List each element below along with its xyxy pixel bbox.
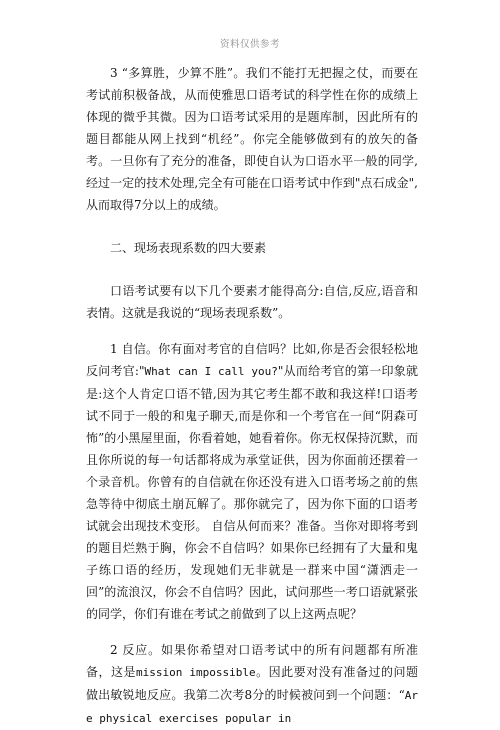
reaction-text-start: 2 反应。如果你希望对口语考试中的所有问题都有所准备，这是 — [86, 643, 418, 679]
header-note: 资料仅供参考 — [219, 39, 280, 50]
reaction-english-phrase: mission impossible — [135, 666, 256, 679]
paragraph-four-factors: 口语考试要有以下几个要素才能得高分:自信,反应,语音和表情。这就是我说的“现场表现系数”。 — [86, 284, 418, 320]
paragraph-confidence — [86, 338, 418, 625]
paragraph-preparation: 3 “多算胜，少算不胜”。我们不能打无把握之仗，而要在考试前积极备战，从而使雅思口语考试的科学性在你的成绩上体现的微乎其微。因为口语考试采用的是题库制，因此所有的题目都能从网上找到“机经”。你完全能够做到有的放矢的备考。一旦你有了充分的准备，即使自认为口语水平一般的同学,经过一定的技术处理,完全有可能在口语考试中作到"点石成金",从而取得7分以上的成绩。 — [86, 66, 418, 212]
reaction-text-middle: 。因此要对没有准备过的问题做出敏锐地反应。我第二次考8分的时候被问到一个问题：“ — [86, 665, 418, 702]
confidence-text-end: "从而给考官的第一印象就是:这个人肯定口语不错,因为其它考生都不敢和我这样!口语考试不同于一般的和鬼子聊天,而是你和一个考官在一间“阴森可怖”的小黑屋里面，你看着她，她看着你。你无权保持沉默，而且你所说的每一句话都将成为承堂证供，因为你面前还摆着一个录音机。你曾有的自信就在你还没有进入口语考场之前的焦急等待中彻底土崩瓦解了。那你就完了，因为你下面的口语考试就会出现技术变形。 自信从何而来？准备。当你对即将考到的题目烂熟于胸，你会不自信吗？如果你已经拥有了大量和鬼子练口语的经历，发现她们无非就是一群来中国“潇洒走一回”的流浪汉，你会不自信吗？因此，试问那些一考口语就紧张的同学，你们有谁在考试之前做到了以上这两点呢？ — [86, 364, 418, 621]
section-heading: 二、现场表现系数的四大要素 — [110, 241, 267, 255]
confidence-english-quote: What can I call you? — [144, 365, 278, 378]
reaction-english-question: Are physical exercises popular in — [86, 689, 418, 725]
body-text — [86, 62, 418, 730]
paragraph-reaction — [86, 639, 418, 730]
confidence-text-start: 1 自信。你有面对考官的自信吗？比如,你是否会很轻松地反问考官:" — [86, 342, 418, 378]
